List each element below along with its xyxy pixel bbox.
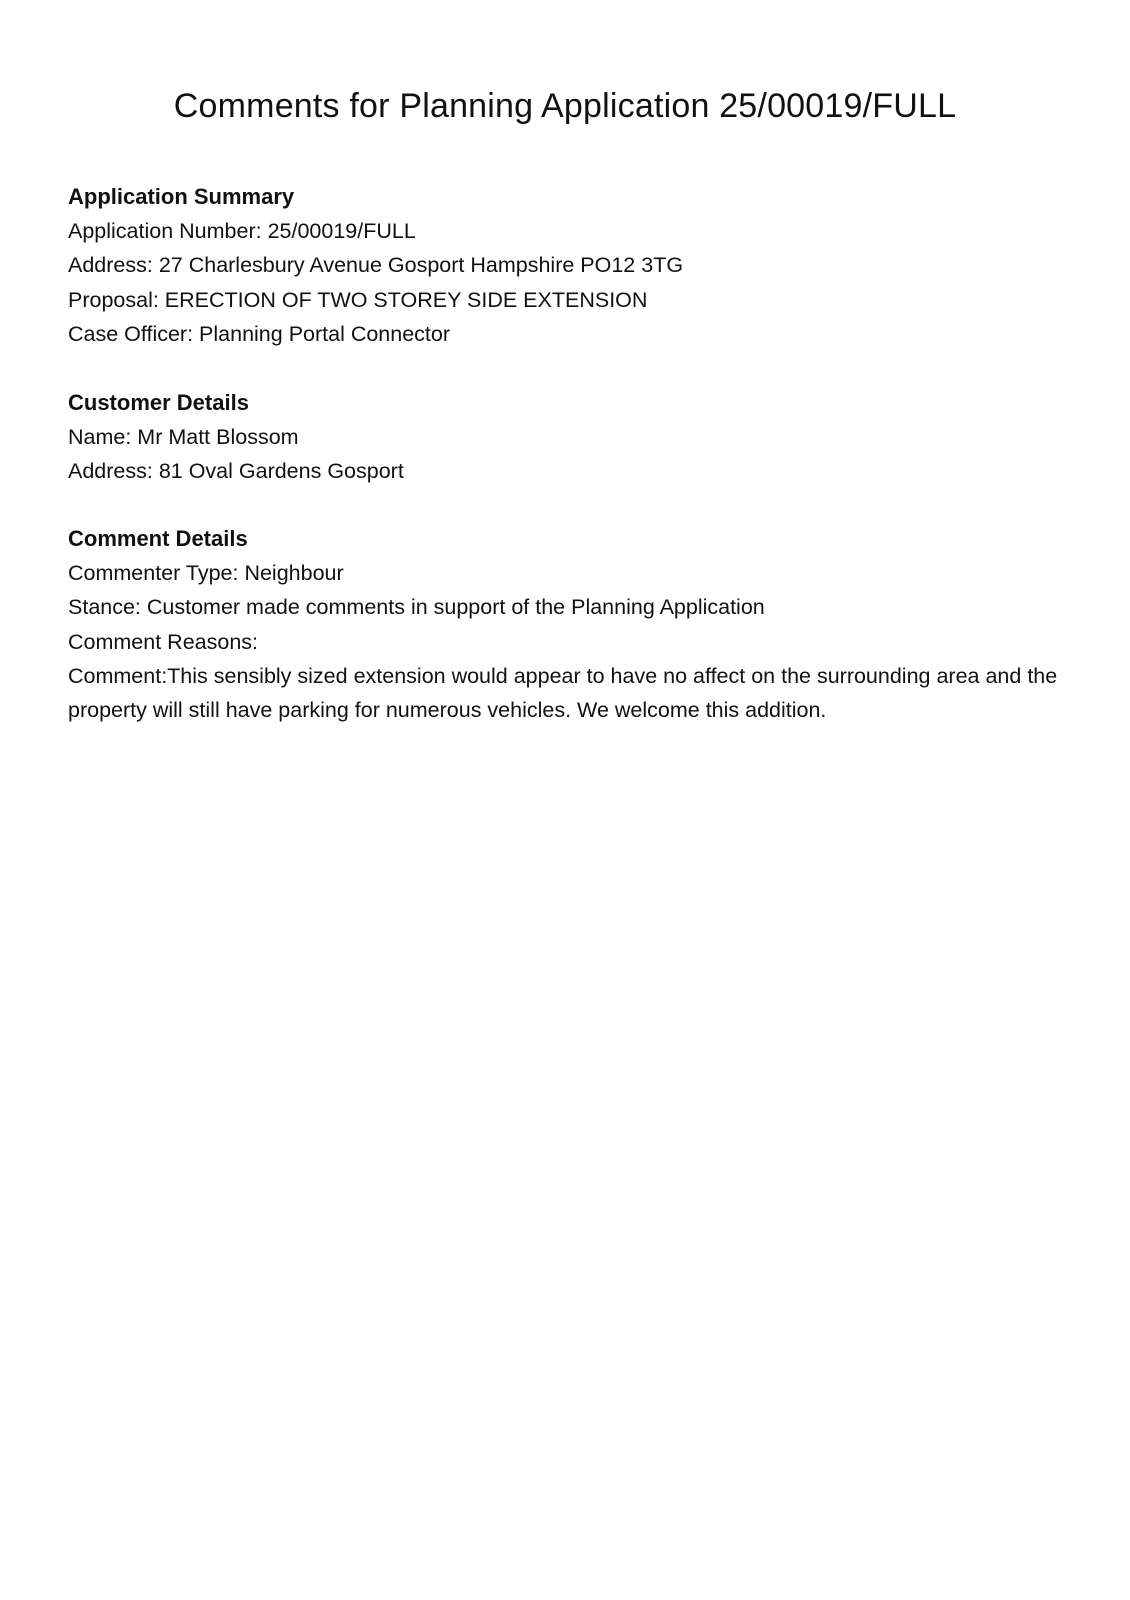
application-proposal: Proposal: ERECTION OF TWO STOREY SIDE EXTENSION bbox=[68, 287, 648, 312]
comment-reasons: Comment Reasons: bbox=[68, 629, 258, 654]
commenter-type: Commenter Type: Neighbour bbox=[68, 561, 344, 585]
application-summary-section bbox=[68, 180, 1068, 351]
application-summary-heading: Application Summary bbox=[68, 184, 295, 209]
comment-details-section bbox=[68, 522, 1068, 727]
comment-stance: Stance: Customer made comments in support of the Planning Application bbox=[68, 595, 765, 620]
page-title: Comments for Planning Application 25/00019/FULL bbox=[173, 87, 957, 125]
customer-details-section bbox=[68, 386, 1068, 489]
case-officer: Case Officer: Planning Portal Connector bbox=[68, 321, 451, 346]
application-address: Address: 27 Charlesbury Avenue Gosport Hampshire PO12 3TG bbox=[68, 253, 684, 278]
customer-address: Address: 81 Oval Gardens Gosport bbox=[68, 459, 404, 484]
comment-text: Comment:This sensibly sized extension would appear to have no affect on the surrounding area and the property will still have parking for numerous vehicles. We welcome this addition. bbox=[68, 663, 1058, 723]
customer-name: Name: Mr Matt Blossom bbox=[68, 425, 299, 449]
application-number: Application Number: 25/00019/FULL bbox=[68, 219, 416, 243]
comment-details-heading: Comment Details bbox=[68, 526, 248, 551]
customer-details-heading: Customer Details bbox=[68, 390, 249, 415]
